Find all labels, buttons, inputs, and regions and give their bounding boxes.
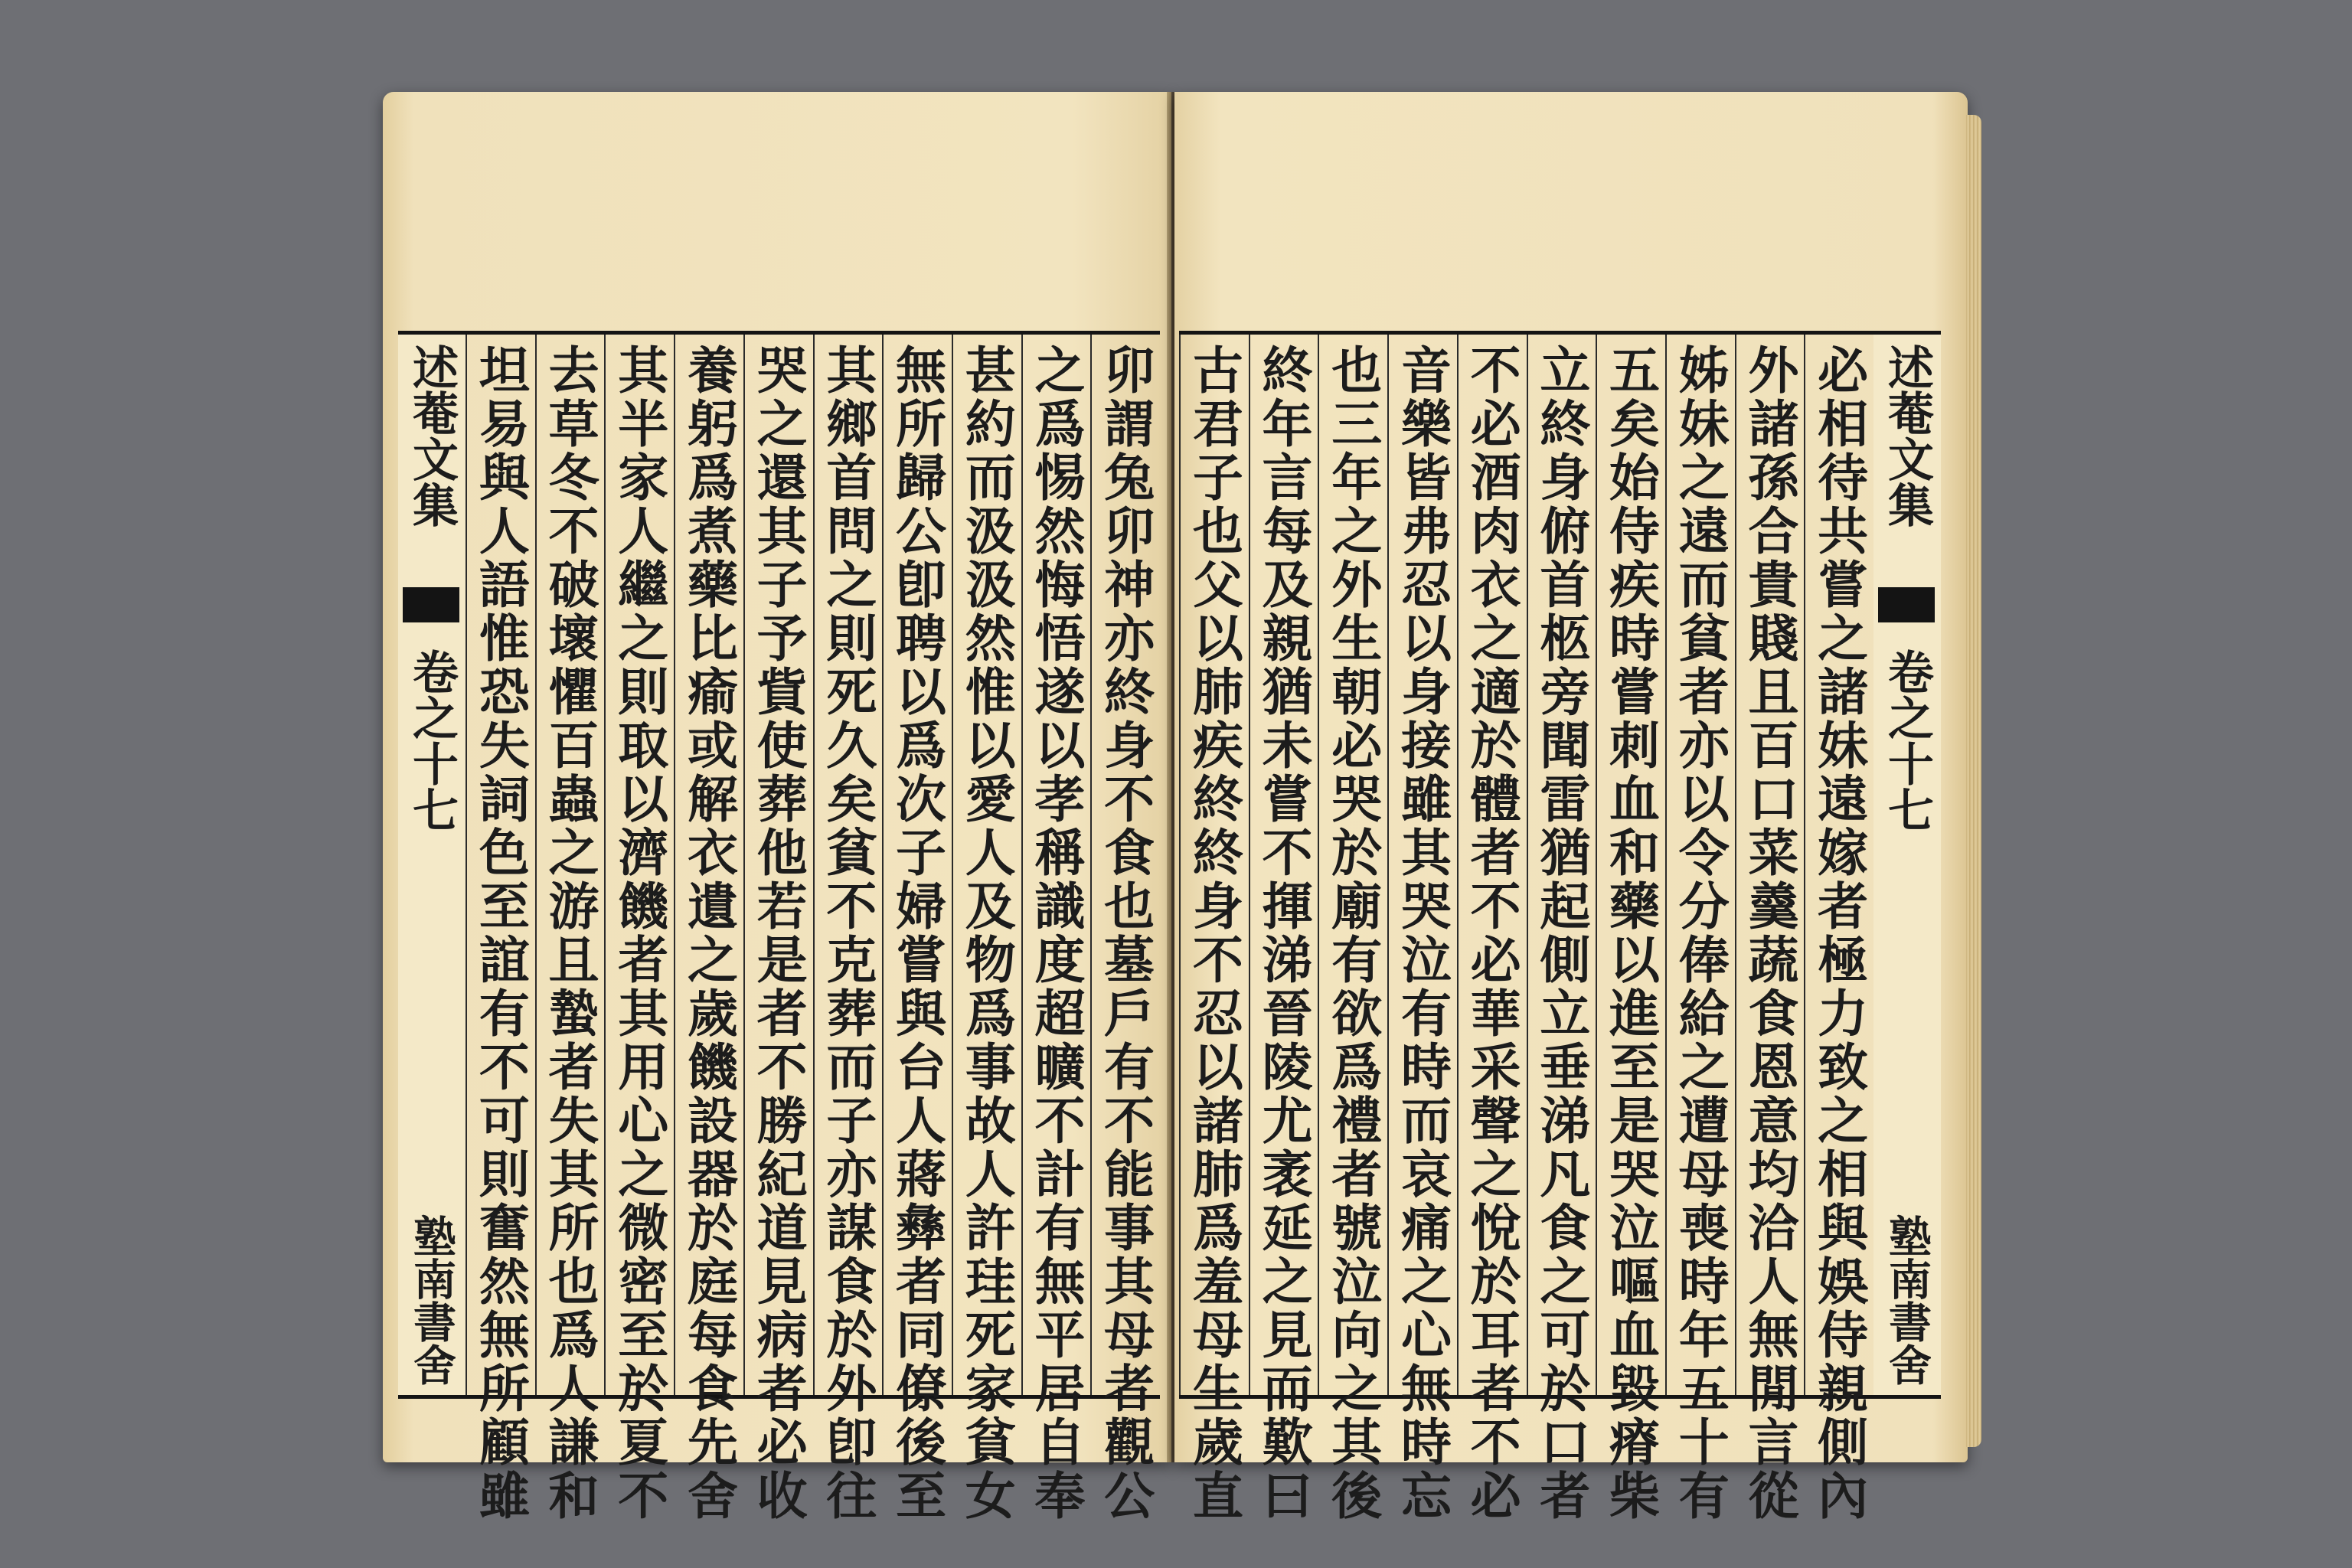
column-rule: [674, 335, 675, 1395]
page-edges: [1966, 115, 1981, 1447]
column-rule: [952, 335, 953, 1395]
column-text: 養躬爲煮藥比瘉或解衣遺之歲饑設器於庭每食先舍: [678, 344, 739, 1523]
column-rule: [1090, 335, 1092, 1395]
column-rule: [813, 335, 815, 1395]
column-text: 之爲惕然悔悟遂以孝稱識度超曠不計有無平居自奉: [1025, 344, 1086, 1523]
column-rule: [882, 335, 884, 1395]
text-column: [1183, 335, 1244, 1523]
text-column: [1808, 335, 1870, 1523]
center-column-title: 述菴文集: [1880, 344, 1934, 528]
column-text: 古君子也父以肺疾終終身不忍以諸肺爲羞母生歲直: [1184, 344, 1244, 1523]
text-column: [1739, 335, 1800, 1523]
text-column: [1669, 335, 1730, 1523]
text-column: [817, 335, 878, 1523]
column-rule: [535, 335, 537, 1395]
text-column: [609, 335, 670, 1523]
column-rule: [466, 335, 467, 1395]
column-rule: [743, 335, 745, 1395]
column-rule: [1179, 335, 1181, 1395]
text-column: [1095, 335, 1156, 1523]
column-rule: [1318, 335, 1319, 1395]
center-column: [398, 335, 466, 1395]
column-text: 也三年之外生朝必哭於廟有欲爲禮者號泣向之其後: [1322, 344, 1383, 1523]
column-rule: [1457, 335, 1459, 1395]
left-page: [383, 92, 1171, 1523]
column-rule: [1527, 335, 1528, 1395]
column-text: 甚約而汲汲然惟以愛人及物爲事故人許珪死家貧女: [956, 344, 1017, 1523]
column-text: 坦易與人語惟恐失詞色至誼有不可則奮然無所顧雖: [470, 344, 531, 1523]
column-rule: [1804, 335, 1805, 1395]
text-column: [956, 335, 1017, 1523]
right-text-frame: [1179, 331, 1941, 1523]
column-text: 無所歸公卽聘以爲次子婦嘗與台人蔣彝者同僚後至: [887, 344, 947, 1523]
center-column-publisher: 塾南書舍: [1882, 1214, 1932, 1386]
fish-tail-mark: [1878, 587, 1935, 622]
column-text: 去草冬不破壞懼百蟲之游且蟄者失其所也爲人謙和: [540, 344, 600, 1523]
column-rule: [1387, 335, 1389, 1395]
text-column: [887, 335, 948, 1523]
center-column-volume: 卷之十七: [1880, 648, 1934, 832]
column-rule: [1596, 335, 1597, 1395]
text-column: [747, 335, 808, 1523]
column-text: 五矣始侍疾時嘗刺血和藥以進至是哭泣嘔血毀瘠柴: [1600, 344, 1661, 1523]
text-column: [469, 335, 531, 1523]
text-column: [539, 335, 600, 1523]
fish-tail-mark: [403, 587, 459, 622]
text-column: [1461, 335, 1522, 1523]
right-page: [1174, 92, 1968, 1523]
text-column: [1600, 335, 1661, 1523]
center-column-title: 述菴文集: [405, 344, 459, 528]
column-rule: [1665, 335, 1667, 1395]
center-column: [1873, 335, 1941, 1395]
column-text: 其半家人繼之則取以濟饑者其用心之微密至於夏不: [609, 344, 669, 1523]
column-rule: [1735, 335, 1736, 1395]
column-text: 其鄉首問之則死久矣貧不克葬而子亦謀食於外卽往: [817, 344, 877, 1523]
column-text: 外諸孫合貴賤且百口菜羹蔬食恩意均洽人無閒言從: [1739, 344, 1799, 1523]
text-column: [1391, 335, 1452, 1523]
column-text: 必相待共嘗之諸妹遠嫁者極力致之相與娛侍親側內: [1808, 344, 1869, 1523]
center-column-volume: 卷之十七: [405, 648, 459, 832]
text-column: [1253, 335, 1314, 1523]
column-rule: [604, 335, 606, 1395]
open-book: [383, 92, 1968, 1523]
column-text: 不必酒肉衣之適於體者不必華采聲之悅於耳者不必: [1462, 344, 1522, 1523]
column-text: 終年言每及親猶未嘗不揮涕晉陵尤袤延之見而歎曰: [1253, 344, 1314, 1523]
column-rule: [1021, 335, 1023, 1395]
left-text-frame: [398, 331, 1160, 1523]
center-column-publisher: 塾南書舍: [407, 1214, 457, 1386]
column-text: 立終身俯首柩旁聞雷猶起側立垂涕凡食之可於口者: [1530, 344, 1591, 1523]
column-text: 姊妹之遠而貧者亦以令分俸給之遭母喪時年五十有: [1670, 344, 1730, 1523]
column-text: 哭之還其子予貲使葬他若是者不勝紀道見病者必收: [748, 344, 808, 1523]
text-column: [678, 335, 739, 1523]
column-text: 卯謂兔卯神亦終身不食也墓戶有不能事其母者觀公: [1095, 344, 1155, 1523]
text-column: [1025, 335, 1086, 1523]
text-column: [1530, 335, 1592, 1523]
column-text: 音樂皆弗忍以身接雖其哭泣有時而哀痛之心無時忘: [1392, 344, 1452, 1523]
text-column: [1322, 335, 1383, 1523]
column-rule: [1249, 335, 1250, 1395]
